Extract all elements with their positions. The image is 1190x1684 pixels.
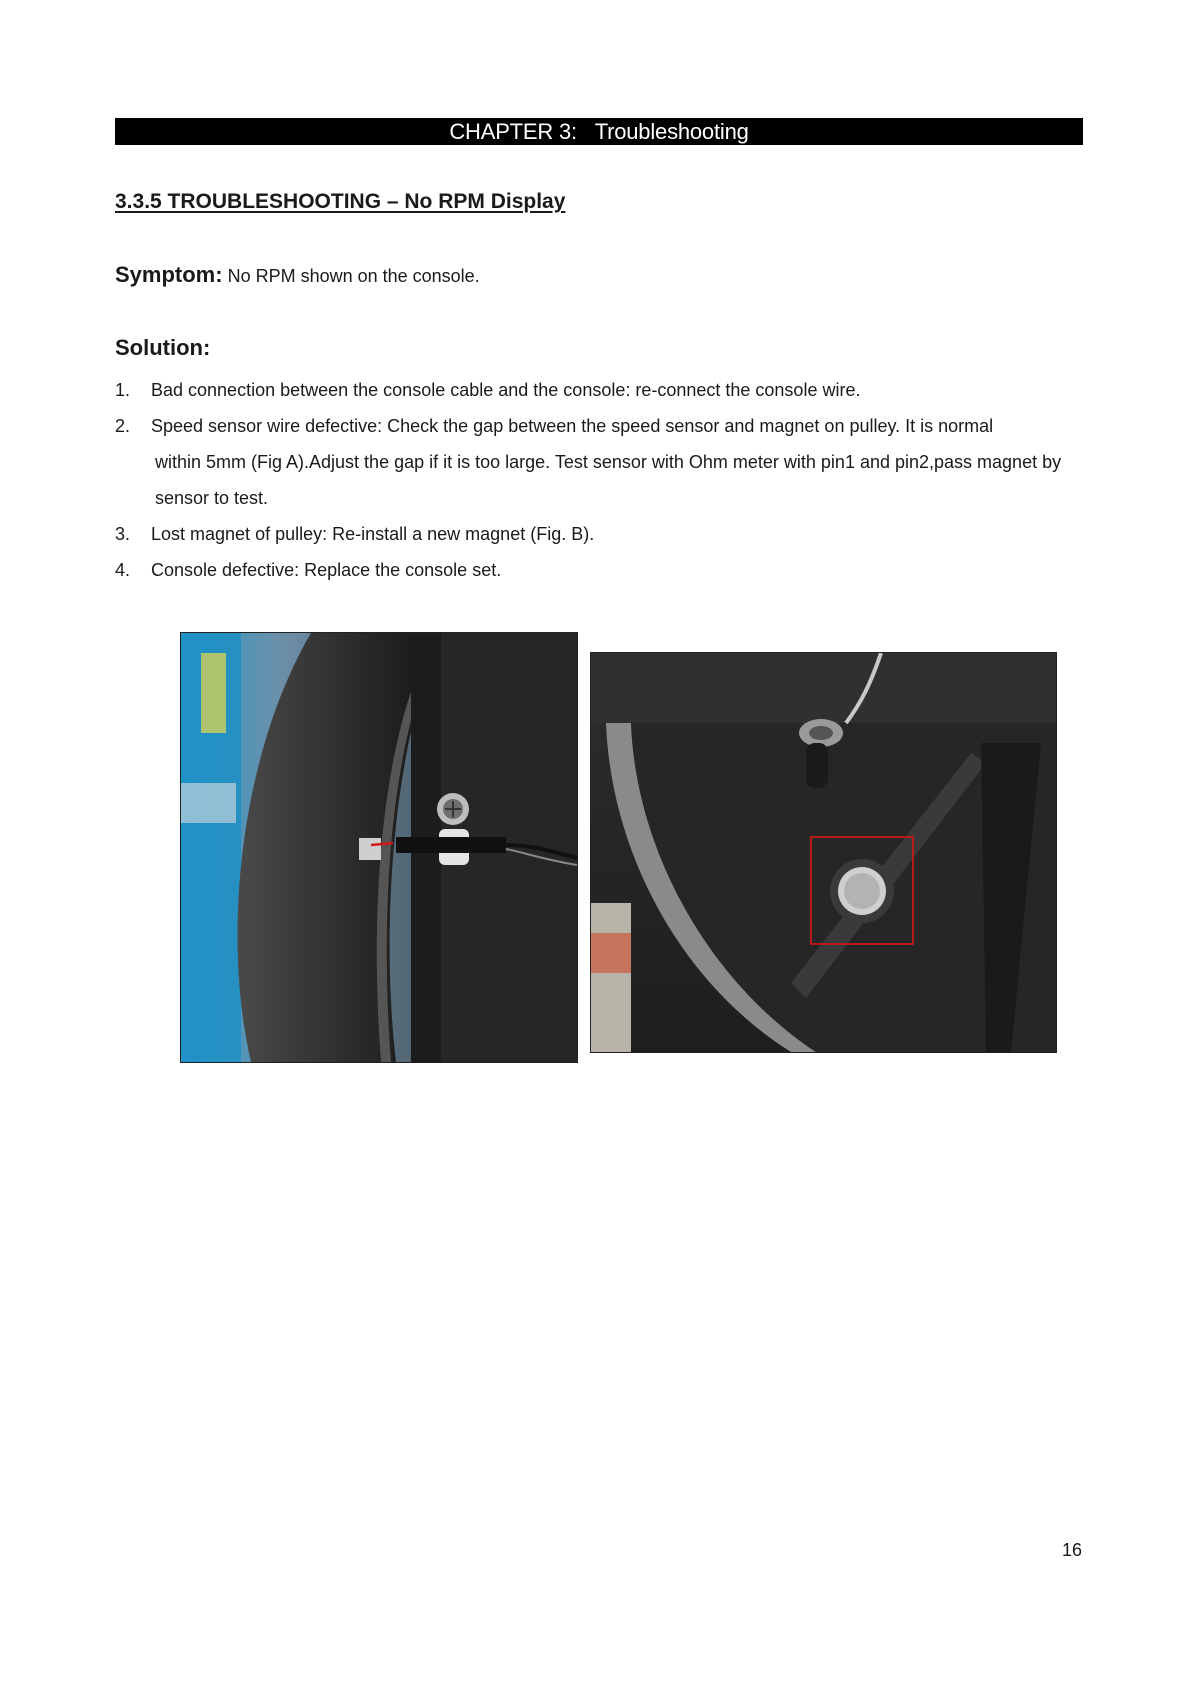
- step-text: Lost magnet of pulley: Re-install a new magnet (Fig. B).: [151, 524, 595, 544]
- step-text-continued: within 5mm (Fig A).Adjust the gap if it is too large. Test sensor with Ohm meter with pin1 and pin2,pass magnet by sensor to test.: [155, 452, 1062, 508]
- symptom-line: [115, 262, 480, 288]
- solution-step: [115, 372, 1085, 408]
- step-text: Bad connection between the console cable and the console: re-connect the console wire.: [151, 380, 861, 400]
- solution-heading: Solution:: [115, 335, 211, 360]
- chapter-subtitle: Troubleshooting: [594, 119, 749, 144]
- solution-step: [115, 516, 1085, 552]
- step-number: 1.: [115, 380, 131, 400]
- chapter-header: [115, 118, 1083, 145]
- solution-step: [115, 408, 1085, 516]
- step-number: 3.: [115, 524, 131, 544]
- step-number: 4.: [115, 560, 131, 580]
- solution-steps: [115, 372, 1085, 588]
- step-text: Console defective: Replace the console set.: [151, 560, 502, 580]
- step-number: 2.: [115, 416, 131, 436]
- photo-pulley-magnet: [590, 652, 1057, 1053]
- chapter-title: CHAPTER 3:: [449, 119, 577, 144]
- page-number: 16: [1062, 1540, 1083, 1560]
- step-text: Speed sensor wire defective: Check the gap between the speed sensor and magnet on pulley. It is normal: [151, 416, 994, 436]
- photo-speed-sensor: [180, 632, 578, 1063]
- symptom-label: Symptom:: [115, 262, 223, 287]
- solution-step: [115, 552, 1085, 588]
- section-title: 3.3.5 TROUBLESHOOTING – No RPM Display: [115, 190, 566, 213]
- symptom-text: No RPM shown on the console.: [222, 266, 480, 286]
